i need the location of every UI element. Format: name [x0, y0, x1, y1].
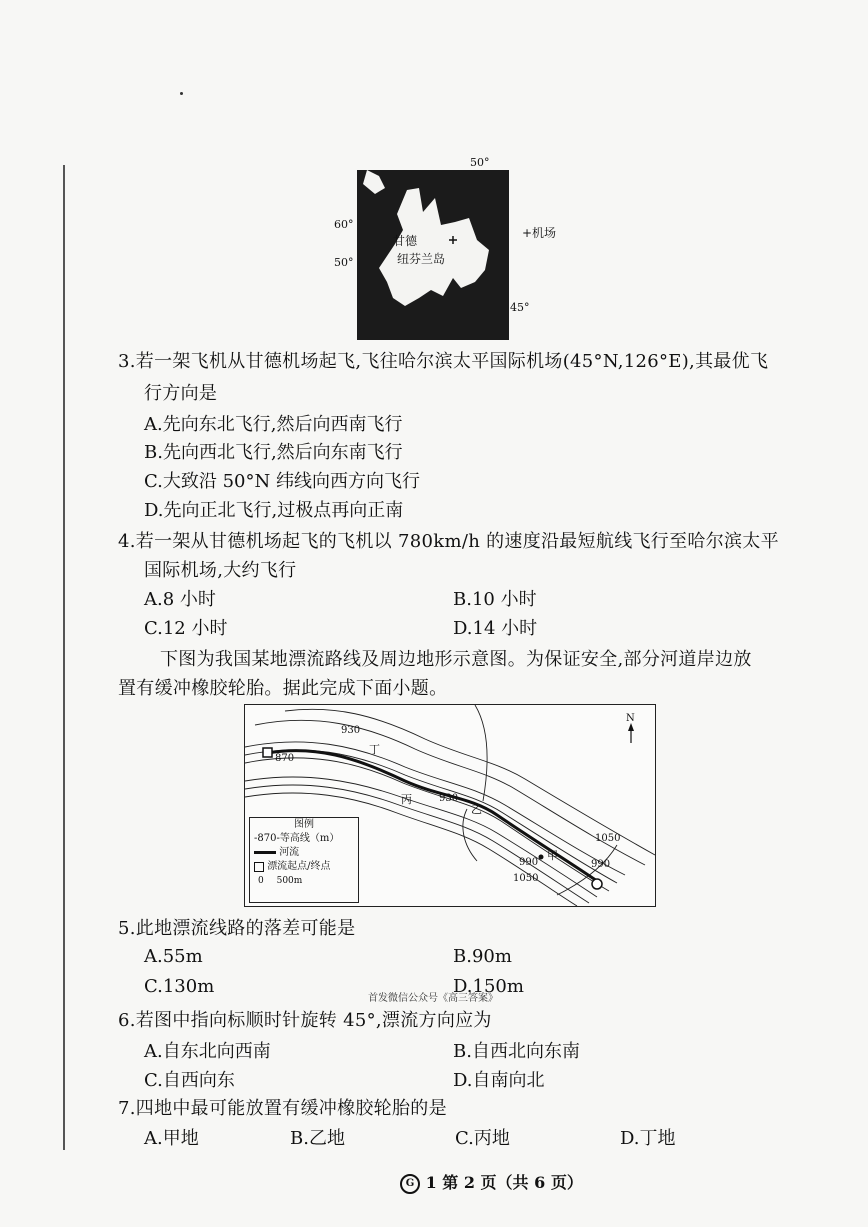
- start-end-symbol: [254, 862, 264, 872]
- intro-line2: 置有缓冲橡胶轮胎。据此完成下面小题。: [118, 678, 448, 699]
- map-legend: [249, 817, 359, 903]
- contour-1050-bottom: 1050: [513, 873, 539, 884]
- scale-500: 500m: [276, 876, 303, 886]
- q3-option-b[interactable]: B.先向西北飞行,然后向东南飞行: [144, 442, 403, 463]
- q3-option-d[interactable]: D.先向正北飞行,过极点再向正南: [144, 500, 404, 521]
- q4-option-d[interactable]: D.14 小时: [453, 618, 538, 639]
- q6-option-b[interactable]: B.自西北向东南: [453, 1041, 580, 1062]
- contour-870: 870: [275, 753, 295, 764]
- contour-990-right: 990: [591, 859, 611, 870]
- q4-option-b[interactable]: B.10 小时: [453, 589, 537, 610]
- rafting-map: [244, 704, 656, 907]
- q5-stem: 5.此地漂流线路的落差可能是: [118, 918, 356, 939]
- page-number: 1 第 2 页（共 6 页）: [425, 1173, 583, 1192]
- q4-option-c[interactable]: C.12 小时: [144, 618, 228, 639]
- watermark: 首发微信公众号《高三答案》: [368, 993, 498, 1004]
- site-ding: 丁: [369, 743, 380, 756]
- map1-city-label: 甘德: [393, 234, 418, 248]
- legend-title: 图例: [294, 819, 314, 830]
- q7-option-d[interactable]: D.丁地: [620, 1128, 676, 1149]
- q5-option-b[interactable]: B.90m: [453, 946, 512, 967]
- q4-stem-line1: 4.若一架从甘德机场起飞的飞机以 780km/h 的速度沿最短航线飞行至哈尔滨太平: [118, 531, 779, 552]
- legend-points: 漂流起点/终点: [267, 861, 331, 872]
- intro-line1: 下图为我国某地漂流路线及周边地形示意图。为保证安全,部分河道岸边放: [160, 649, 752, 670]
- north-arrow-label: N: [626, 713, 635, 724]
- q7-stem: 7.四地中最可能放置有缓冲橡胶轮胎的是: [118, 1098, 447, 1119]
- site-jia: 甲: [547, 849, 558, 862]
- scale-bar-labels: [250, 874, 358, 888]
- site-bing: 丙: [401, 793, 412, 806]
- q3-stem-line2: 行方向是: [144, 383, 218, 404]
- map1-airport-legend: +机场: [522, 226, 557, 240]
- legend-river: 河流: [279, 847, 300, 858]
- q6-stem: 6.若图中指向标顺时针旋转 45°,漂流方向应为: [118, 1010, 492, 1031]
- q6-option-c[interactable]: C.自西向东: [144, 1070, 235, 1091]
- q5-option-a[interactable]: A.55m: [144, 946, 203, 967]
- site-yi: 乙: [471, 803, 482, 816]
- map1-lat-60: 60°: [334, 218, 354, 231]
- contour-930-top: 930: [341, 725, 361, 736]
- q7-option-c[interactable]: C.丙地: [455, 1128, 510, 1149]
- q3-option-a[interactable]: A.先向东北飞行,然后向西南飞行: [144, 414, 403, 435]
- contour-990-left: 990: [519, 857, 539, 868]
- q7-option-b[interactable]: B.乙地: [290, 1128, 345, 1149]
- margin-line: [63, 165, 65, 1150]
- legend-river-row: [250, 846, 358, 860]
- newfoundland-map: [357, 170, 509, 340]
- contour-1050-right: 1050: [595, 833, 621, 844]
- map1-lat-50: 50°: [334, 256, 354, 269]
- map1-island-label: 纽芬兰岛: [397, 252, 446, 266]
- map1-lat-top: 50°: [470, 156, 490, 169]
- scale-zero: 0: [258, 876, 264, 886]
- scan-dot: [180, 92, 183, 95]
- q7-option-a[interactable]: A.甲地: [144, 1128, 199, 1149]
- contour-930-mid: 930: [439, 793, 459, 804]
- q4-stem-line2: 国际机场,大约飞行: [144, 560, 297, 581]
- page-footer: [400, 1170, 583, 1194]
- legend-points-row: [250, 860, 358, 874]
- q5-option-c[interactable]: C.130m: [144, 976, 215, 997]
- q6-option-a[interactable]: A.自东北向西南: [144, 1041, 271, 1062]
- q6-option-d[interactable]: D.自南向北: [453, 1070, 545, 1091]
- q5-option-d[interactable]: D.150m: [453, 976, 524, 997]
- river-symbol: [254, 851, 276, 854]
- q4-option-a[interactable]: A.8 小时: [144, 589, 216, 610]
- q3-option-c[interactable]: C.大致沿 50°N 纬线向西方向飞行: [144, 471, 420, 492]
- q3-stem-line1: 3.若一架飞机从甘德机场起飞,飞往哈尔滨太平国际机场(45°N,126°E),其最优飞: [118, 351, 769, 372]
- legend-contour: -870-等高线（m）: [254, 833, 340, 844]
- map1-lat-45: 45°: [510, 301, 530, 314]
- logo-g-icon: G: [400, 1174, 420, 1194]
